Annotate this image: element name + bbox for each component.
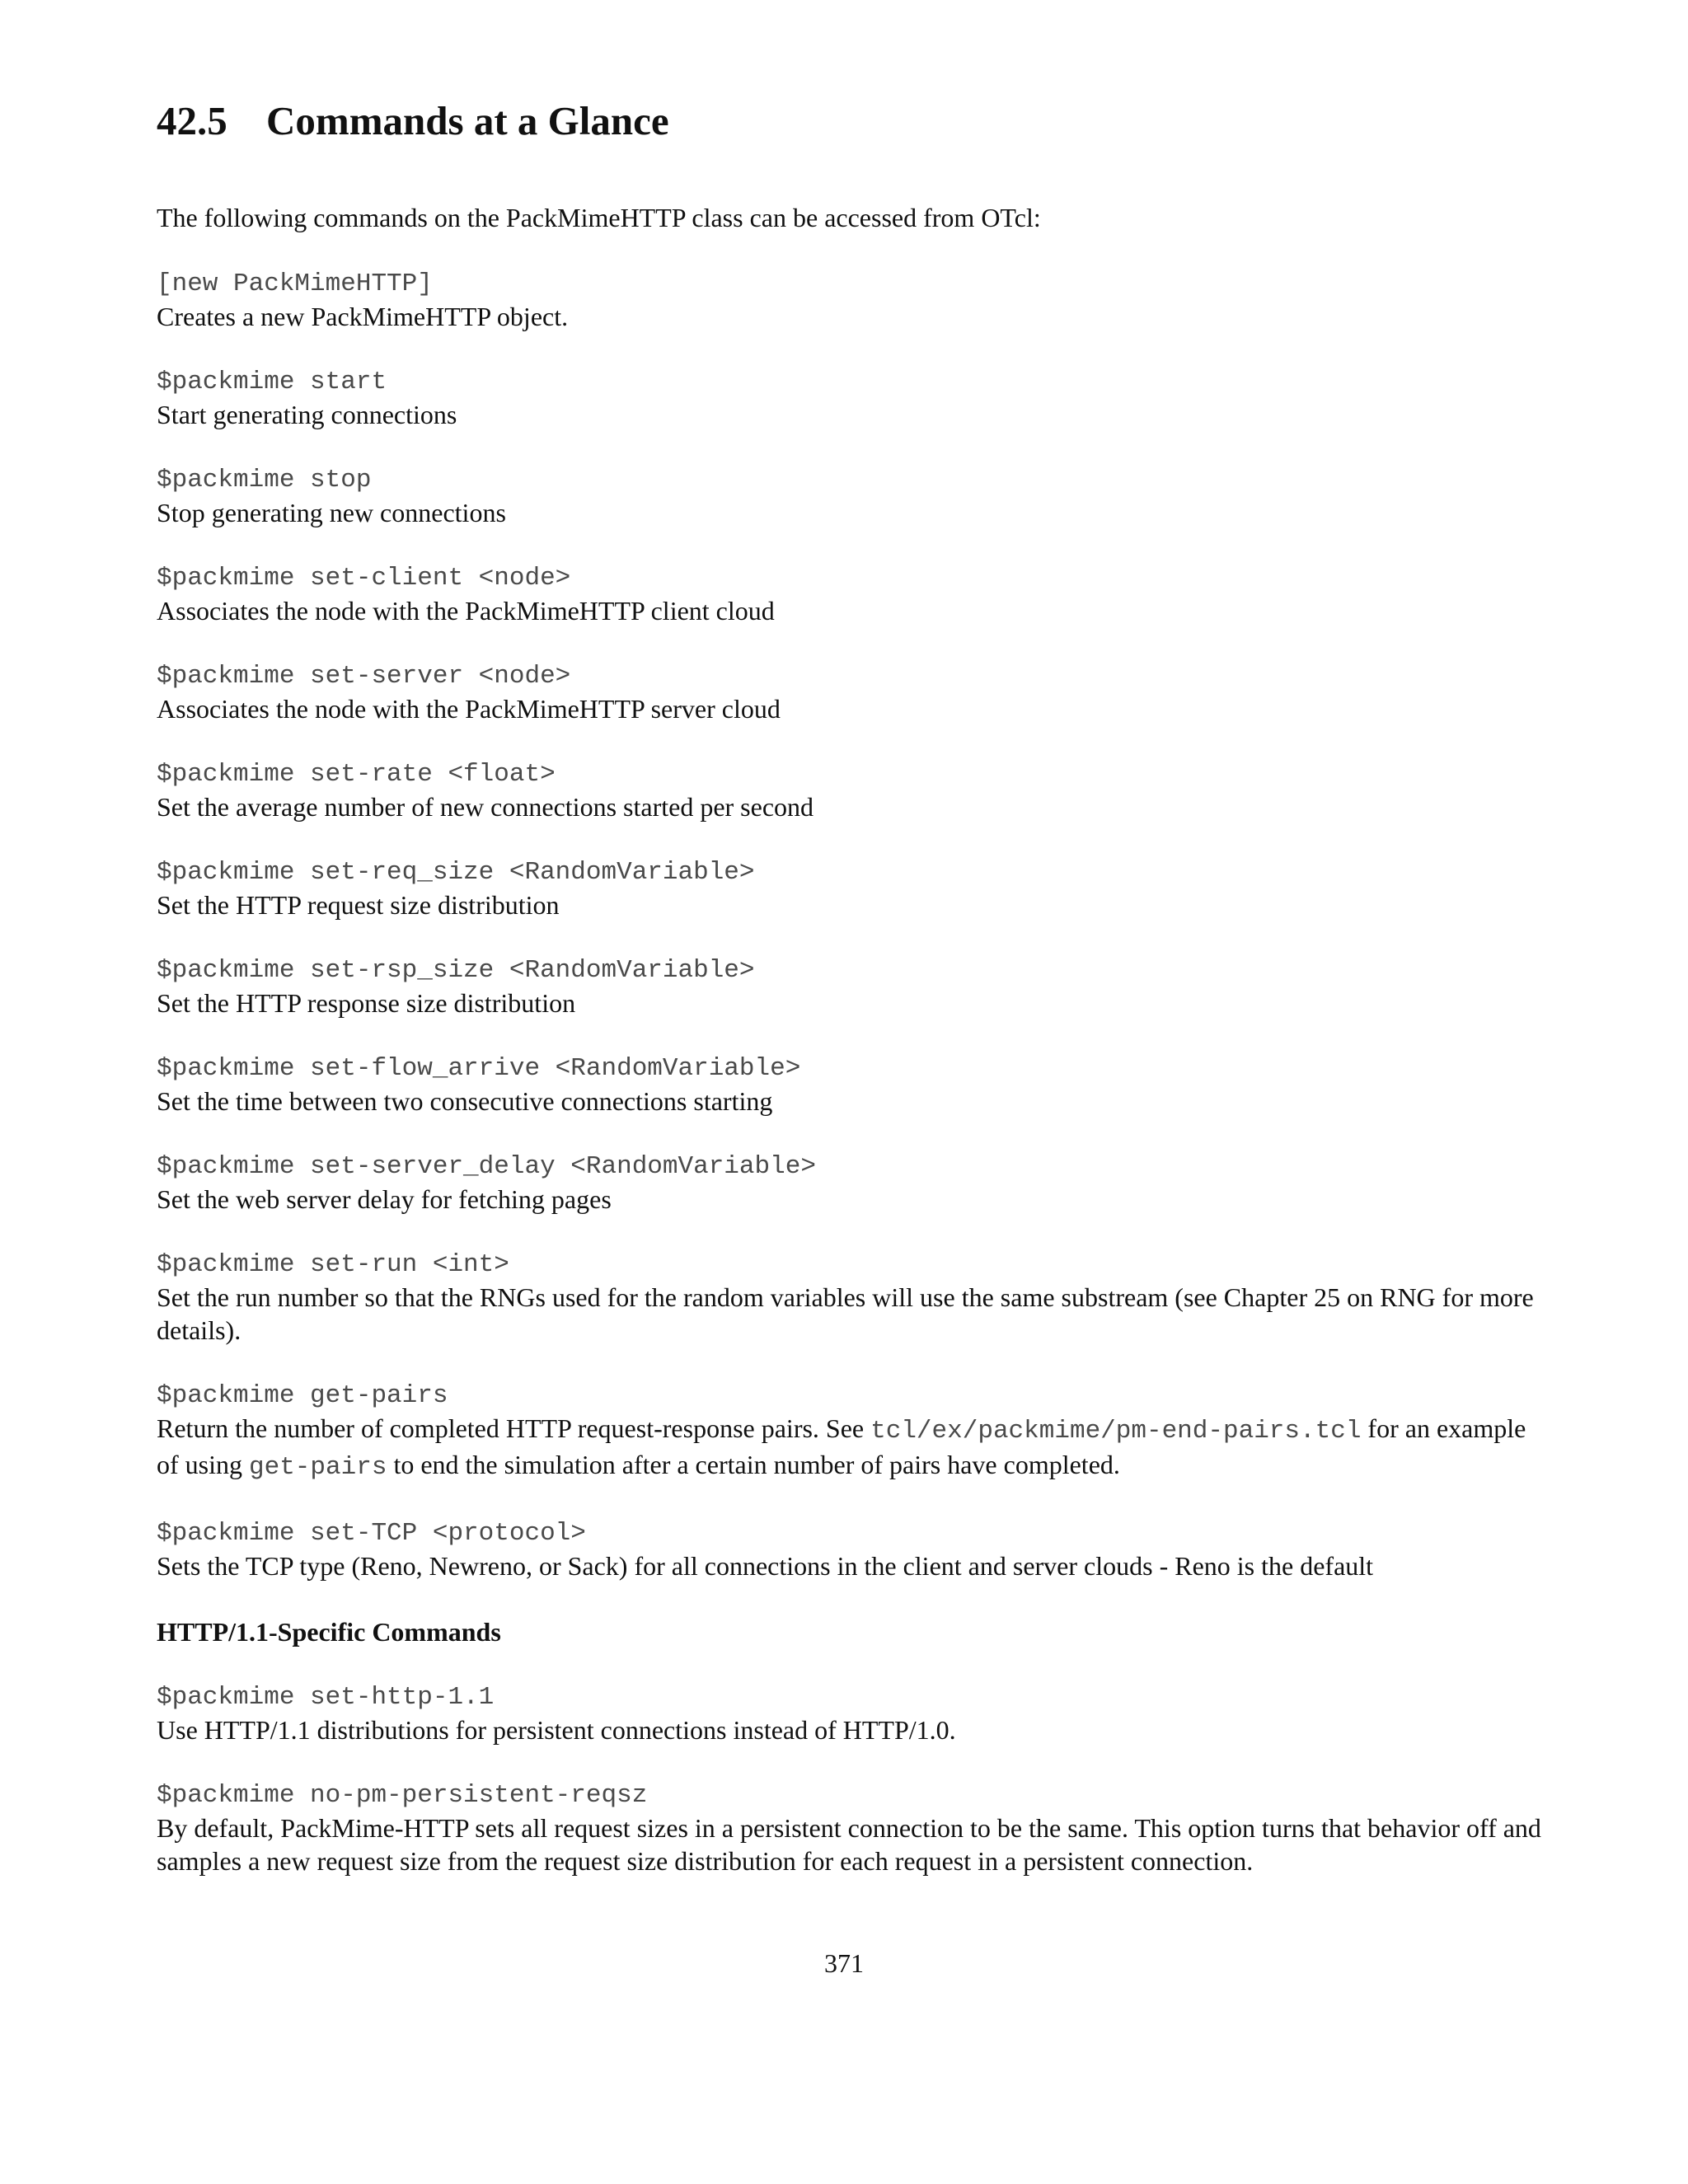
desc-text: to end the simulation after a certain number of pairs have completed. <box>387 1450 1120 1479</box>
command-description: Use HTTP/1.1 distributions for persistent connections instead of HTTP/1.0. <box>157 1715 956 1745</box>
command-entry-set-http-1-1 <box>157 1681 1541 1746</box>
command-entry-set-client <box>157 562 1541 627</box>
command-entry-no-pm-persistent-reqsz <box>157 1779 1541 1877</box>
command-description: Set the web server delay for fetching pages <box>157 1184 612 1214</box>
command-syntax: $packmime start <box>157 368 387 396</box>
section-number: 42.5 <box>157 98 227 143</box>
command-syntax: $packmime set-run <int> <box>157 1250 509 1279</box>
command-list <box>157 268 1541 1910</box>
command-entry-set-server <box>157 660 1541 725</box>
command-description: Associates the node with the PackMimeHTTP server cloud <box>157 694 781 724</box>
command-entry-set-req-size <box>157 856 1541 921</box>
desc-text: Return the number of completed HTTP request-response pairs. See <box>157 1413 871 1443</box>
section-title: Commands at a Glance <box>266 98 669 143</box>
command-description: Stop generating new connections <box>157 498 506 527</box>
document-page <box>157 97 1541 1876</box>
command-entry-set-tcp <box>157 1517 1541 1582</box>
command-syntax: $packmime set-rate <float> <box>157 760 556 789</box>
command-entry-set-server-delay <box>157 1151 1541 1216</box>
command-description: Set the average number of new connections started per second <box>157 792 814 822</box>
command-description: Set the time between two consecutive connections starting <box>157 1086 773 1116</box>
command-entry-set-rsp-size <box>157 954 1541 1019</box>
command-entry-new <box>157 268 1541 333</box>
command-description <box>157 1412 1541 1484</box>
command-description: Set the HTTP response size distribution <box>157 988 576 1018</box>
command-description: Start generating connections <box>157 400 457 429</box>
command-entry-start <box>157 366 1541 431</box>
command-syntax: $packmime set-rsp_size <RandomVariable> <box>157 956 755 985</box>
command-syntax: $packmime set-http-1.1 <box>157 1683 495 1712</box>
command-syntax: $packmime no-pm-persistent-reqsz <box>157 1781 648 1810</box>
command-entry-set-rate <box>157 758 1541 823</box>
command-syntax: $packmime set-req_size <RandomVariable> <box>157 858 755 887</box>
command-syntax: $packmime set-server <node> <box>157 662 571 691</box>
command-description: By default, PackMime-HTTP sets all request sizes in a persistent connection to be the same. This option turns that behavior off and samples a new request size from the request size distribution for each request in a persistent connection. <box>157 1813 1541 1876</box>
command-entry-set-run <box>157 1249 1541 1347</box>
inline-code-command: get-pairs <box>249 1453 387 1482</box>
command-syntax: $packmime set-flow_arrive <RandomVariable> <box>157 1054 801 1083</box>
command-syntax: [new PackMimeHTTP] <box>157 269 433 298</box>
command-entry-set-flow-arrive <box>157 1052 1541 1118</box>
command-description: Sets the TCP type (Reno, Newreno, or Sack) for all connections in the client and server clouds - Reno is the default <box>157 1551 1374 1581</box>
command-entry-get-pairs <box>157 1380 1541 1484</box>
command-syntax: $packmime stop <box>157 466 372 494</box>
command-description: Set the run number so that the RNGs used for the random variables will use the same substream (see Chapter 25 on RNG for more details). <box>157 1282 1534 1345</box>
command-entry-stop <box>157 464 1541 529</box>
page-number: 371 <box>824 1948 864 1978</box>
command-syntax: $packmime set-server_delay <RandomVariable> <box>157 1152 816 1181</box>
inline-code-path: tcl/ex/packmime/pm-end-pairs.tcl <box>870 1417 1362 1446</box>
intro-paragraph: The following commands on the PackMimeHTTP class can be accessed from OTcl: <box>157 203 1041 232</box>
command-description: Set the HTTP request size distribution <box>157 890 560 920</box>
http11-subheading: HTTP/1.1-Specific Commands <box>157 1617 501 1647</box>
command-description: Creates a new PackMimeHTTP object. <box>157 302 569 331</box>
section-heading <box>157 97 1541 145</box>
command-syntax: $packmime set-client <node> <box>157 564 571 593</box>
command-description: Associates the node with the PackMimeHTTP client cloud <box>157 596 775 626</box>
desc-text: for an example of using <box>157 1413 1526 1479</box>
command-syntax: $packmime get-pairs <box>157 1381 448 1410</box>
command-syntax: $packmime set-TCP <protocol> <box>157 1519 586 1548</box>
